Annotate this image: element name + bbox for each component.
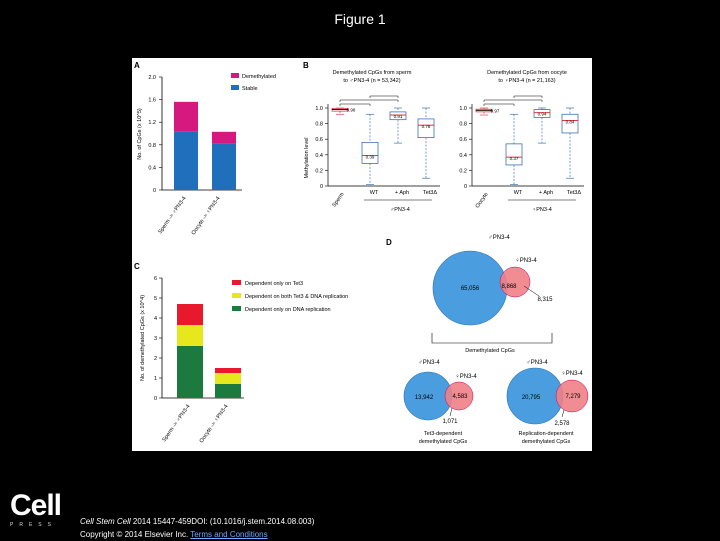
- box-ytick-label: 0.6: [459, 137, 467, 144]
- box-xlabel: WT: [513, 190, 523, 196]
- venn-bottom-right: [507, 360, 588, 445]
- venn-top-label-male: ♂PN3-4: [488, 235, 510, 241]
- box-ytick-label: 1.0: [459, 106, 467, 112]
- panel-c-ytick-label: 6: [153, 276, 157, 282]
- legend-stable: Stable: [242, 86, 258, 92]
- legend-demethylated: Demethylated: [242, 74, 276, 80]
- panel-a-ytick-label: 0.4: [148, 165, 156, 172]
- significance-bracket: [514, 96, 542, 98]
- panel-c-label: C: [134, 262, 140, 271]
- panel-c-chart: [140, 276, 348, 444]
- legend-both: Dependent on both Tet3 & DNA replication: [245, 294, 349, 300]
- panel-b-right-title-2: to ♀PN3-4 (n = 21,163): [498, 78, 556, 84]
- panel-a-ytick-label: 2.0: [148, 75, 156, 81]
- panel-a-bar-demethylated: [212, 132, 236, 144]
- venn-bl-value-overlap: 4,583: [452, 394, 468, 400]
- venn-top: [432, 235, 553, 354]
- venn-br-label-male: ♂PN3-4: [526, 360, 548, 366]
- venn-bl-value-female: 1,071: [442, 419, 458, 425]
- panel-b-ylabel: Methylation level: [304, 137, 310, 179]
- box-xlabel: + Aph: [538, 190, 554, 196]
- box-median-label: 0.98: [346, 107, 356, 113]
- panel-a-bar-stable: [212, 144, 236, 190]
- panel-b-left-title-1: Demethylated CpGs from sperm: [332, 70, 412, 76]
- panel-c-ytick-label: 2: [153, 356, 157, 362]
- legend-swatch-demethylated: [231, 73, 239, 78]
- significance-bracket: [340, 104, 370, 106]
- venn-br-caption-2: demethylated CpGs: [521, 439, 571, 445]
- cell-logo-word: Cell: [10, 489, 62, 522]
- venn-top-label-female: ♀PN3-4: [515, 258, 537, 264]
- venn-br-value-overlap: 7,279: [565, 394, 581, 400]
- box-body: [362, 142, 378, 163]
- panel-c-ytick-label: 4: [153, 316, 157, 322]
- panel-b-right-title-1: Demethylated CpGs from oocyte: [487, 70, 567, 76]
- box-median-label: 0.37: [509, 156, 519, 162]
- box-xlabel: Tet3Δ: [566, 190, 582, 196]
- box-ytick-label: 0.6: [315, 137, 323, 144]
- panel-c-bar-replication: [215, 384, 241, 398]
- box-ytick-label: 1.0: [315, 106, 323, 112]
- panel-c-bar-both: [215, 373, 241, 384]
- citation-block: [80, 515, 314, 541]
- panel-d-label: D: [386, 238, 392, 247]
- legend-swatch-tet3: [232, 280, 241, 285]
- box-xlabel: Oocyte: [474, 191, 490, 210]
- legend-swatch-replication: [232, 306, 241, 311]
- venn-bl-caption-2: demethylated CpGs: [418, 439, 468, 445]
- panel-c-bar-both: [177, 325, 203, 346]
- venn-bl-value-male: 13,942: [414, 395, 434, 401]
- box-ytick-label: 0.2: [315, 168, 323, 175]
- panel-c-ytick-label: 0: [153, 396, 157, 402]
- box-ytick-label: 0: [463, 184, 467, 190]
- box-median-label: 0.97: [490, 108, 500, 114]
- venn-bl-label-female: ♀PN3-4: [455, 374, 477, 380]
- venn-bl-label-male: ♂PN3-4: [418, 360, 440, 366]
- significance-bracket: [484, 104, 514, 106]
- panel-b-group-left: ♂PN3-4: [390, 207, 410, 213]
- panel-c-xlabel-oocyte: Oocyte -> ♀PN3-4: [198, 403, 230, 445]
- panel-b-group-right: ♀PN3-4: [532, 207, 552, 213]
- panel-a-label: A: [134, 61, 140, 70]
- panel-b-left-title-2: to ♂PN3-4 (n = 53,342): [343, 78, 401, 84]
- box-xlabel: WT: [369, 190, 379, 196]
- box-xlabel: Sperm: [331, 191, 346, 209]
- significance-bracket: [370, 96, 398, 98]
- citation-text: 2014 15447-459DOI: (10.1016/j.stem.2014.08.003): [130, 517, 315, 526]
- legend-swatch-stable: [231, 85, 239, 90]
- box-ytick-label: 0.8: [459, 121, 467, 128]
- panel-b-label: B: [303, 61, 309, 70]
- box-xlabel: Tet3Δ: [422, 190, 438, 196]
- panel-c-ytick-label: 5: [153, 296, 157, 302]
- box-ytick-label: 0.4: [315, 152, 323, 159]
- panel-a-ytick-label: 1.6: [148, 97, 156, 104]
- box-median-label: 0.39: [365, 154, 375, 160]
- panel-c-xlabel-sperm: Sperm -> ♂PN3-4: [161, 403, 192, 444]
- venn-top-value-male: 65,056: [460, 286, 480, 292]
- panel-b-left-chart: [315, 96, 440, 208]
- legend-tet3: Dependent only on Tet3: [245, 281, 303, 287]
- panel-a-ytick-label: 0: [152, 188, 156, 194]
- legend-swatch-both: [232, 293, 241, 298]
- panel-c-bar-tet3: [177, 304, 203, 325]
- copyright-text: Copyright © 2014 Elsevier Inc.: [80, 530, 191, 539]
- figure-image: [132, 58, 592, 451]
- venn-top-circle-female: [500, 267, 530, 297]
- panel-c-bar-replication: [177, 346, 203, 398]
- panel-a-xlabel-oocyte: Oocyte -> ♀PN3-4: [190, 195, 222, 237]
- panel-a-ytick-label: 0.8: [148, 142, 156, 149]
- box-median-label: 0.94: [537, 111, 547, 117]
- venn-top-value-overlap: 8,868: [501, 284, 517, 290]
- significance-bracket: [340, 100, 398, 102]
- legend-replication: Dependent only on DNA replication: [245, 307, 331, 313]
- terms-link[interactable]: Terms and Conditions: [190, 530, 268, 539]
- citation-journal: Cell Stem Cell: [80, 517, 131, 526]
- box-ytick-label: 0.2: [459, 168, 467, 175]
- panel-c-bar-tet3: [215, 368, 241, 373]
- box-ytick-label: 0: [319, 184, 323, 190]
- panel-a-chart: [137, 73, 276, 236]
- venn-bl-caption-1: Tet3-dependent: [423, 431, 463, 437]
- box-body: [506, 144, 522, 165]
- box-median-label: 0.78: [421, 124, 431, 130]
- box-xlabel: + Aph: [394, 190, 410, 196]
- venn-top-value-female: 8,315: [537, 297, 553, 303]
- panel-c-ytick-label: 1: [153, 376, 157, 382]
- venn-bottom-left: [404, 360, 477, 445]
- panel-a-ytick-label: 1.2: [148, 120, 156, 127]
- panel-a-ylabel: No. of CpGs (x 10^5): [137, 108, 143, 160]
- significance-bracket: [484, 100, 542, 102]
- venn-br-label-female: ♀PN3-4: [561, 371, 583, 377]
- venn-br-value-female: 2,578: [554, 421, 570, 427]
- panel-a-xlabel-sperm: Sperm -> ♂PN3-4: [157, 195, 188, 236]
- venn-br-value-male: 20,795: [521, 395, 541, 401]
- box-median-label: 0.91: [393, 114, 403, 120]
- panel-c-ylabel: No. of demethylated CpGs (x 10^4): [140, 294, 146, 382]
- venn-br-caption-1: Replication-dependent: [518, 431, 574, 437]
- box-median-label: 0.84: [565, 119, 575, 125]
- panel-c-ytick-label: 3: [153, 336, 157, 342]
- cell-logo-press: PRESS: [10, 522, 57, 528]
- panel-a-bar-stable: [174, 132, 198, 190]
- panel-b-right-chart: [459, 96, 584, 209]
- figure-title: Figure 1: [334, 11, 386, 27]
- venn-top-caption: Demethylated CpGs: [465, 348, 515, 354]
- panel-a-bar-demethylated: [174, 102, 198, 132]
- box-ytick-label: 0.8: [315, 121, 323, 128]
- cell-press-logo: [10, 491, 62, 531]
- box-ytick-label: 0.4: [459, 152, 467, 159]
